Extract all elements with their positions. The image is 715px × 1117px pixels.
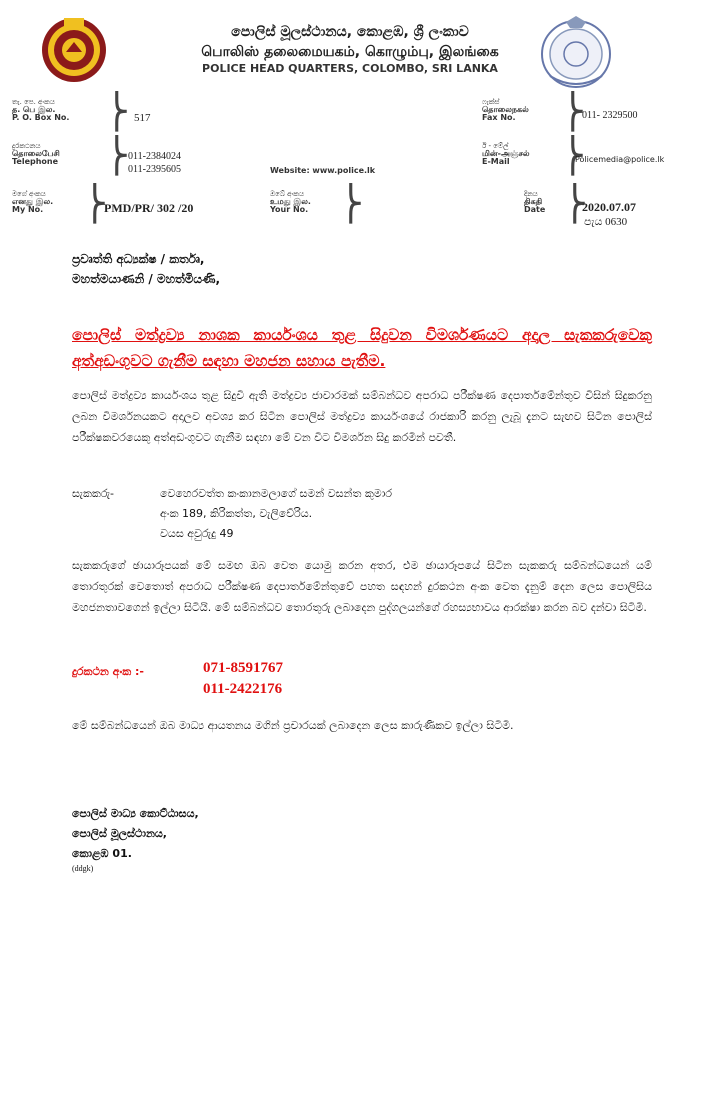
email-label: ඊ - මේල් மின்-அஞ்சல் E-Mail bbox=[482, 142, 530, 166]
pobox-value: 517 bbox=[134, 112, 151, 124]
letter-title: පොලිස් මත්ද්‍රව්‍ය නාශක කාර්යංශය තුළ සිදුවන විමර්ශණයට අදාල සැකකරුවෙකු අත්අඩංගුවට ගැනීම සඳහා මහජන සහාය පැතීම. bbox=[72, 326, 652, 370]
telephone-brace: ⎬ bbox=[104, 138, 130, 175]
telephone-value-1: 011-2384024 bbox=[128, 151, 181, 162]
greeting-line-1: ප්‍රවෘත්ති අධ්‍යක්ෂ / කර්තෘ, bbox=[72, 252, 205, 266]
greeting-line-2: මහත්මයාණනි / මහත්මියණි, bbox=[72, 272, 221, 286]
header-english: POLICE HEAD QUARTERS, COLOMBO, SRI LANKA bbox=[202, 62, 498, 75]
your-no-label: ඔබේ අංකය உமது இல. Your No. bbox=[270, 190, 311, 214]
telephone-label: දුරකථනය தொலைபேசி Telephone bbox=[12, 142, 60, 166]
email-brace: ⎬ bbox=[560, 138, 586, 175]
signature-initials: (ddgk) bbox=[72, 864, 94, 873]
pobox-brace: ⎬ bbox=[104, 94, 130, 131]
paragraph-2: සැකකරුගේ ඡායාරූපයක් මේ සමඟ ඔබ වෙත යොමු කරන අතර, එම ඡායාරූපයේ සිටින සැකකරු සම්බන්ධයෙන් යම් තොරතුරක් වෙතොත් අපරාධ පරීක්ෂණ දෙපාර්තමේන්තුවේ පහත සඳහන් දුරකථන අංක වෙත දැනුම් දෙන ලෙස පොලිසිය මහජනතාවගෙන් ඉල්ලා සිටියි. මේ සම්බන්ධව තොරතුරු ලබාදෙන පුද්ගලයන්ගේ රහස්‍යභාවය ආරක්ෂා කරන බව දන්වා සිටිමි. bbox=[72, 559, 652, 614]
time-value: පැය 0630 bbox=[584, 216, 628, 228]
date-value: 2020.07.07 bbox=[582, 200, 636, 214]
paragraph-1: පොලිස් මත්ද්‍රව්‍ය කාර්යංශය තුළ සිදුවී ඇති මත්ද්‍රව්‍ය ජාවාරමක් සම්බන්ධව අපරාධ පරීක්ෂණ දෙපාර්තමේන්තුව විසින් සිදුකරනු ලබන විමර්ශනයකට අදාලව අවශ්‍ය කර සිටින පොලිස් මත්ද්‍රව්‍ය කාර්යංශයේ රාජකාරි කරනු ලැබූ දැනට සැඟව සිටින පොලිස් පරීක්ෂකවරයෙකු අත්අඩංගුවට ගැනීම සඳහා මේ වන විට විමර්ශන සිදු කරමින් පවතී. bbox=[72, 389, 652, 444]
paragraph-3: මේ සම්බන්ධයෙන් ඔබ මාධ්‍ය ආයතනය මගින් ප්‍රචාරයක් ලබාදෙන ලෙස කාරුණිකව ඉල්ලා සිටිමි. bbox=[72, 719, 514, 732]
phone-number-1: 071-8591767 bbox=[203, 660, 283, 676]
date-brace: ⎬ bbox=[562, 186, 588, 223]
phone-label: දුරකථන අංක :- bbox=[72, 665, 144, 678]
suspect-label: සැකකරු- bbox=[72, 487, 115, 500]
suspect-age: වයස අවුරුදු 49 bbox=[160, 527, 234, 540]
fax-brace: ⎬ bbox=[560, 94, 586, 131]
suspect-name: වෙහෙරවත්ත කංකානමලාගේ සමන් වසන්ත කුමාර bbox=[160, 487, 392, 500]
my-no-brace: ⎬ bbox=[82, 186, 108, 223]
signature-line-3: කොළඹ 01. bbox=[72, 847, 132, 860]
my-no-value: PMD/PR/ 302 /20 bbox=[104, 201, 194, 215]
fax-label: ෆැක්ස් தொலைநகல் Fax No. bbox=[482, 98, 529, 122]
signature-line-2: පොලිස් මූලස්ථානය, bbox=[72, 827, 167, 840]
pobox-label: තැ. පෙ. අංකය த. பெ இல. P. O. Box No. bbox=[12, 98, 70, 122]
website-text: Website: www.police.lk bbox=[270, 166, 376, 175]
your-no-brace: ⎬ bbox=[338, 186, 364, 223]
date-label: දිනය திகதி Date bbox=[524, 190, 546, 214]
phone-number-2: 011-2422176 bbox=[203, 681, 283, 697]
fax-value: 011- 2329500 bbox=[582, 110, 638, 121]
telephone-value-2: 011-2395605 bbox=[128, 164, 181, 175]
email-value: Policemedia@police.lk bbox=[575, 155, 665, 164]
signature-line-1: පොලිස් මාධ්‍ය කොට්ඨාසය, bbox=[72, 807, 199, 820]
header-tamil: பொலிஸ் தலைமையகம், கொழும்பு, இலங்கை bbox=[201, 44, 499, 60]
my-no-label: මගේ අංකය எனது இல. My No. bbox=[12, 190, 54, 214]
suspect-address: අංක 189, කිරිකත්ත, වැලිවේරිය. bbox=[160, 507, 313, 520]
header-sinhala: පොලිස් මූලස්ථානය, කොළඹ, ශ්‍රී ලංකාව bbox=[231, 24, 469, 40]
sri-lanka-emblem bbox=[40, 14, 108, 86]
